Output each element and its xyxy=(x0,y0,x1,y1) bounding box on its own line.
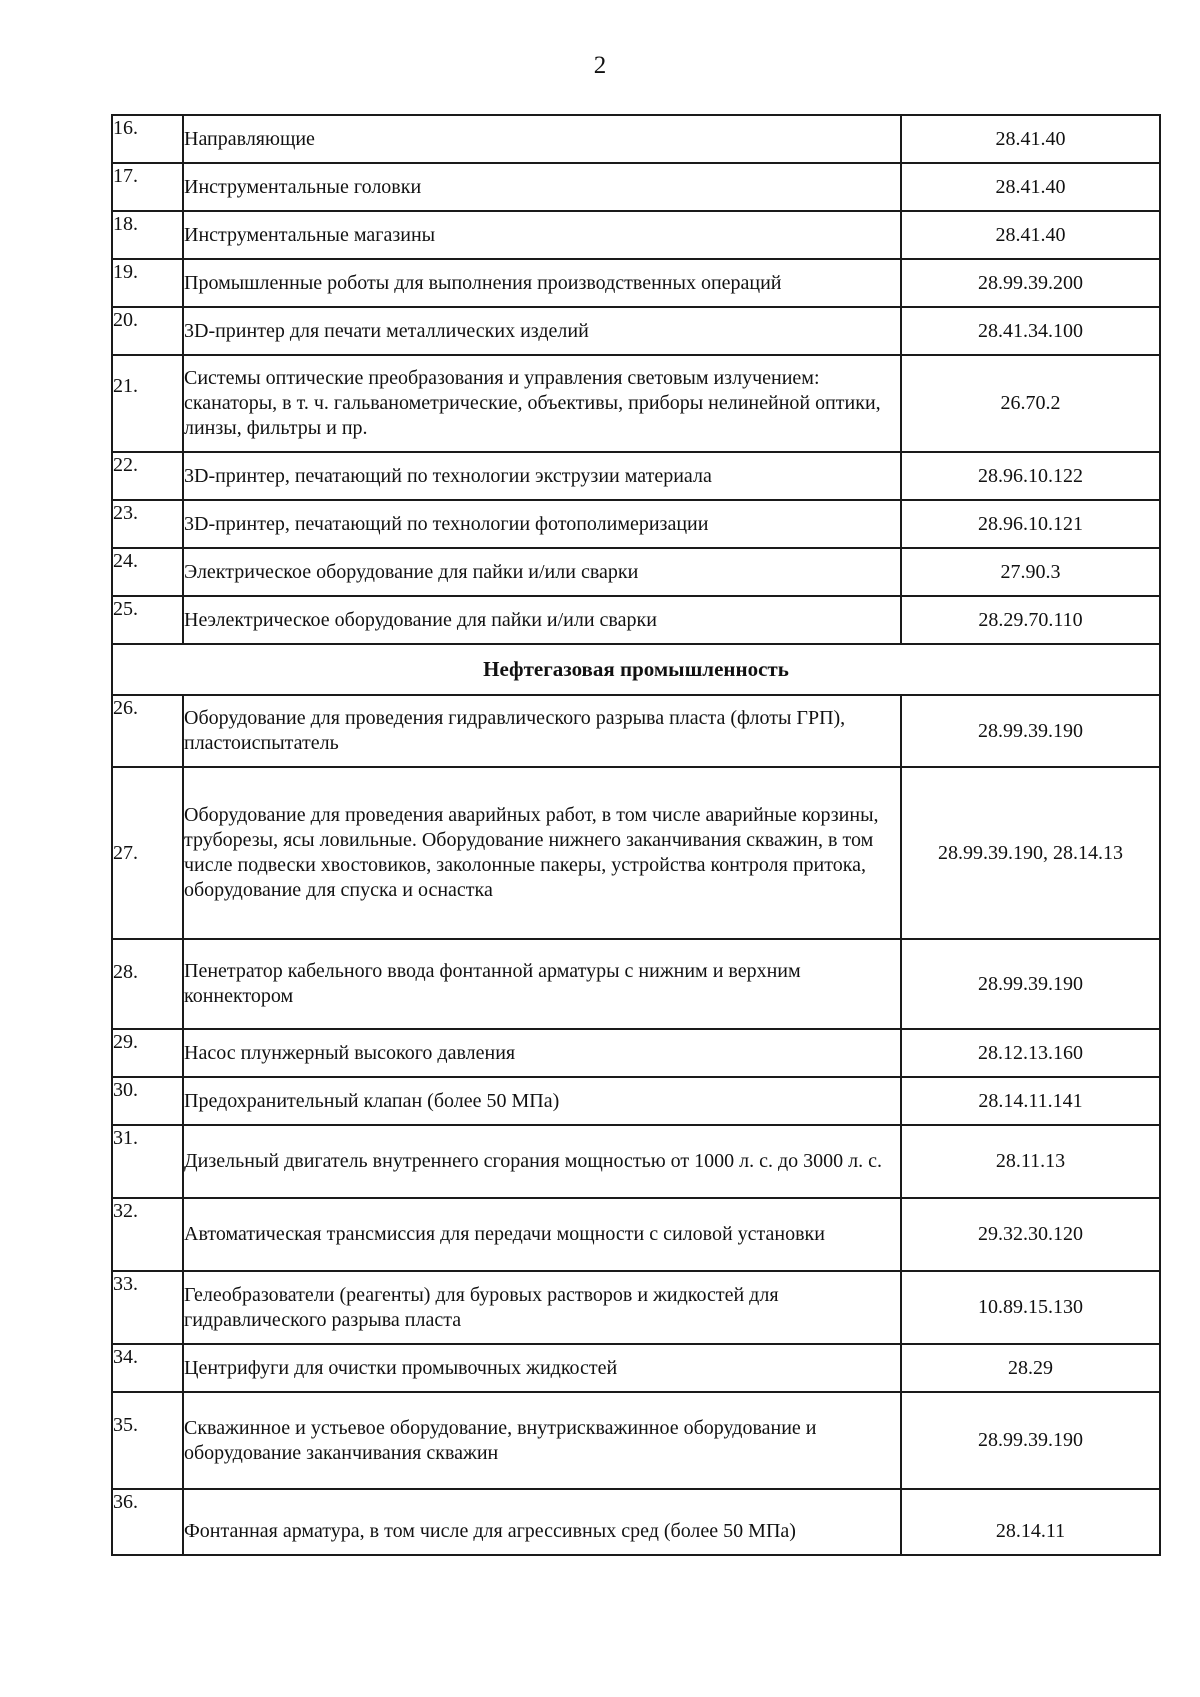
okpd-code: 29.32.30.120 xyxy=(901,1198,1160,1271)
table-row xyxy=(112,1392,1160,1489)
okpd-code: 28.41.40 xyxy=(901,211,1160,259)
table-row xyxy=(112,452,1160,500)
table-row xyxy=(112,767,1160,939)
table-row xyxy=(112,1344,1160,1392)
okpd-code: 28.14.11 xyxy=(901,1489,1160,1555)
table-row xyxy=(112,939,1160,1029)
section-row xyxy=(112,644,1160,695)
row-number: 36. xyxy=(112,1489,183,1555)
table-row xyxy=(112,307,1160,355)
row-number: 35. xyxy=(112,1392,183,1489)
table-row xyxy=(112,115,1160,163)
section-title: Нефтегазовая промышленность xyxy=(112,644,1160,695)
row-number: 20. xyxy=(112,307,183,355)
equipment-name: Системы оптические преобразования и управления световым излучением: сканаторы, в т. ч. гальванометрические, объективы, приборы нелинейной оптики, линзы, фильтры и пр. xyxy=(183,355,901,452)
equipment-table xyxy=(111,114,1161,1556)
row-number: 30. xyxy=(112,1077,183,1125)
okpd-code: 28.41.40 xyxy=(901,115,1160,163)
row-number: 21. xyxy=(112,355,183,452)
okpd-code: 28.96.10.122 xyxy=(901,452,1160,500)
equipment-name: Направляющие xyxy=(183,115,901,163)
equipment-name: Автоматическая трансмиссия для передачи мощности с силовой установки xyxy=(183,1198,901,1271)
table-row xyxy=(112,1198,1160,1271)
equipment-name: Промышленные роботы для выполнения производственных операций xyxy=(183,259,901,307)
row-number: 31. xyxy=(112,1125,183,1198)
table-row xyxy=(112,259,1160,307)
table-row xyxy=(112,1029,1160,1077)
table-row xyxy=(112,211,1160,259)
okpd-code: 10.89.15.130 xyxy=(901,1271,1160,1344)
table-row xyxy=(112,500,1160,548)
table-row xyxy=(112,1271,1160,1344)
row-number: 33. xyxy=(112,1271,183,1344)
equipment-name: Предохранительный клапан (более 50 МПа) xyxy=(183,1077,901,1125)
equipment-name: Дизельный двигатель внутреннего сгорания мощностью от 1000 л. с. до 3000 л. с. xyxy=(183,1125,901,1198)
equipment-name: Гелеобразователи (реагенты) для буровых растворов и жидкостей для гидравлического разрыва пласта xyxy=(183,1271,901,1344)
okpd-code: 27.90.3 xyxy=(901,548,1160,596)
row-number: 18. xyxy=(112,211,183,259)
equipment-name: Скважинное и устьевое оборудование, внутрискважинное оборудование и оборудование заканчивания скважин xyxy=(183,1392,901,1489)
table-row xyxy=(112,695,1160,767)
equipment-name: Неэлектрическое оборудование для пайки и/или сварки xyxy=(183,596,901,644)
row-number: 27. xyxy=(112,767,183,939)
equipment-name: 3D-принтер, печатающий по технологии фотополимеризации xyxy=(183,500,901,548)
equipment-name: Инструментальные головки xyxy=(183,163,901,211)
row-number: 16. xyxy=(112,115,183,163)
okpd-code: 28.14.11.141 xyxy=(901,1077,1160,1125)
equipment-name: Оборудование для проведения аварийных работ, в том числе аварийные корзины, труборезы, ясы ловильные. Оборудование нижнего заканчивания скважин, в том числе подвески хвостовиков, заколонные пакеры, устройства контроля притока, оборудование для спуска и оснастка xyxy=(183,767,901,939)
table-row xyxy=(112,163,1160,211)
okpd-code: 28.29.70.110 xyxy=(901,596,1160,644)
equipment-name: 3D-принтер для печати металлических изделий xyxy=(183,307,901,355)
table-row xyxy=(112,1125,1160,1198)
page-number: 2 xyxy=(593,52,607,79)
row-number: 29. xyxy=(112,1029,183,1077)
table-row xyxy=(112,596,1160,644)
okpd-code: 28.11.13 xyxy=(901,1125,1160,1198)
row-number: 24. xyxy=(112,548,183,596)
equipment-name: Инструментальные магазины xyxy=(183,211,901,259)
okpd-code: 28.41.40 xyxy=(901,163,1160,211)
equipment-name: Центрифуги для очистки промывочных жидкостей xyxy=(183,1344,901,1392)
equipment-name: 3D-принтер, печатающий по технологии экструзии материала xyxy=(183,452,901,500)
row-number: 22. xyxy=(112,452,183,500)
row-number: 26. xyxy=(112,695,183,767)
table-row xyxy=(112,1489,1160,1555)
equipment-name: Фонтанная арматура, в том числе для агрессивных сред (более 50 МПа) xyxy=(183,1489,901,1555)
okpd-code: 28.99.39.200 xyxy=(901,259,1160,307)
equipment-name: Пенетратор кабельного ввода фонтанной арматуры с нижним и верхним коннектором xyxy=(183,939,901,1029)
row-number: 23. xyxy=(112,500,183,548)
equipment-name: Оборудование для проведения гидравлического разрыва пласта (флоты ГРП), пластоиспытатель xyxy=(183,695,901,767)
okpd-code: 28.99.39.190 xyxy=(901,695,1160,767)
okpd-code: 28.99.39.190 xyxy=(901,939,1160,1029)
okpd-code: 28.12.13.160 xyxy=(901,1029,1160,1077)
row-number: 17. xyxy=(112,163,183,211)
table-row xyxy=(112,355,1160,452)
equipment-name: Насос плунжерный высокого давления xyxy=(183,1029,901,1077)
okpd-code: 28.41.34.100 xyxy=(901,307,1160,355)
row-number: 25. xyxy=(112,596,183,644)
okpd-code: 28.96.10.121 xyxy=(901,500,1160,548)
table-row xyxy=(112,1077,1160,1125)
okpd-code: 26.70.2 xyxy=(901,355,1160,452)
row-number: 34. xyxy=(112,1344,183,1392)
table-row xyxy=(112,548,1160,596)
okpd-code: 28.99.39.190 xyxy=(901,1392,1160,1489)
row-number: 19. xyxy=(112,259,183,307)
okpd-code: 28.29 xyxy=(901,1344,1160,1392)
equipment-name: Электрическое оборудование для пайки и/или сварки xyxy=(183,548,901,596)
row-number: 32. xyxy=(112,1198,183,1271)
row-number: 28. xyxy=(112,939,183,1029)
okpd-code: 28.99.39.190, 28.14.13 xyxy=(901,767,1160,939)
